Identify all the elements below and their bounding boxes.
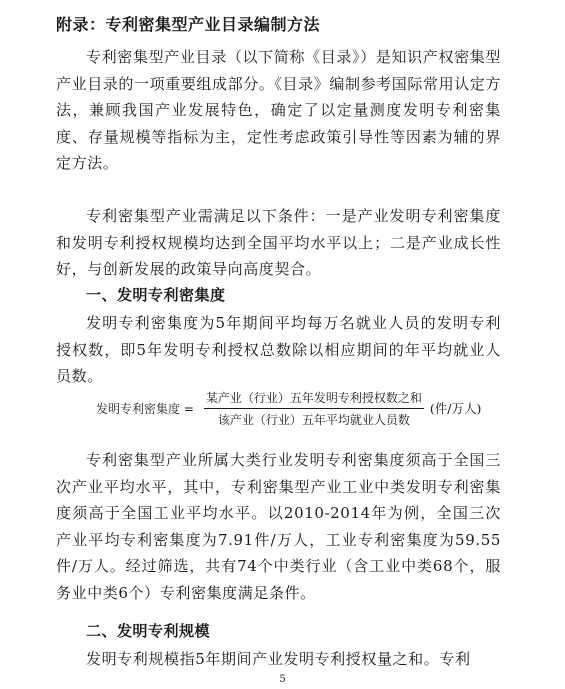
appendix-heading: 附录：专利密集型产业目录编制方法: [56, 15, 321, 34]
paragraph-scale-definition: 发明专利规模指5年期间产业发明专利授权量之和。专利: [86, 650, 471, 668]
paragraph-density-criteria: 专利密集型产业所属大类行业发明专利密集度须高于全国三次产业平均水平，其中，专利密集型产业工业中类发明专利密集度须高于全国工业平均水平。以2010-2014年为例，全国三次产业平均专利密集度为7.91件/万人，工业专利密集度为59.55件/万人。经过筛选，共有74个中类行业（含工业中类68个，服务业中类6个）专利密集度满足条件。: [56, 451, 501, 602]
section-title-scale: 二、发明专利规模: [86, 622, 211, 640]
paragraph-conditions: 专利密集型产业需满足以下条件：一是产业发明专利密集度和发明专利授权规模均达到全国平均水平以上；二是产业成长性好，与创新发展的政策导向高度契合。: [56, 207, 501, 278]
formula-fraction: [204, 389, 424, 428]
formula-denominator: 该产业（行业）五年平均就业人员数: [217, 412, 410, 427]
formula-numerator: 某产业（行业）五年发明专利授权数之和: [204, 389, 424, 409]
formula-lhs: 发明专利密集度 =: [96, 401, 194, 416]
density-formula: [96, 388, 481, 428]
paragraph-density-definition: 发明专利密集度为5年期间平均每万名就业人员的发明专利授权数，即5年发明专利授权总数除以相应期间的年平均就业人员数。: [56, 314, 501, 385]
page-number: 5: [279, 674, 286, 685]
section-title-density: 一、发明专利密集度: [86, 286, 226, 304]
formula-unit: (件/万人): [429, 401, 482, 416]
paragraph-intro: 专利密集型产业目录（以下简称《目录》）是知识产权密集型产业目录的一项重要组成部分。《目录》编制参考国际常用认定方法，兼顾我国产业发展特色，确定了以定量测度发明专利密集度、存量规模等指标为主，定性考虑政策引导性等因素为辅的界定方法。: [56, 48, 501, 172]
